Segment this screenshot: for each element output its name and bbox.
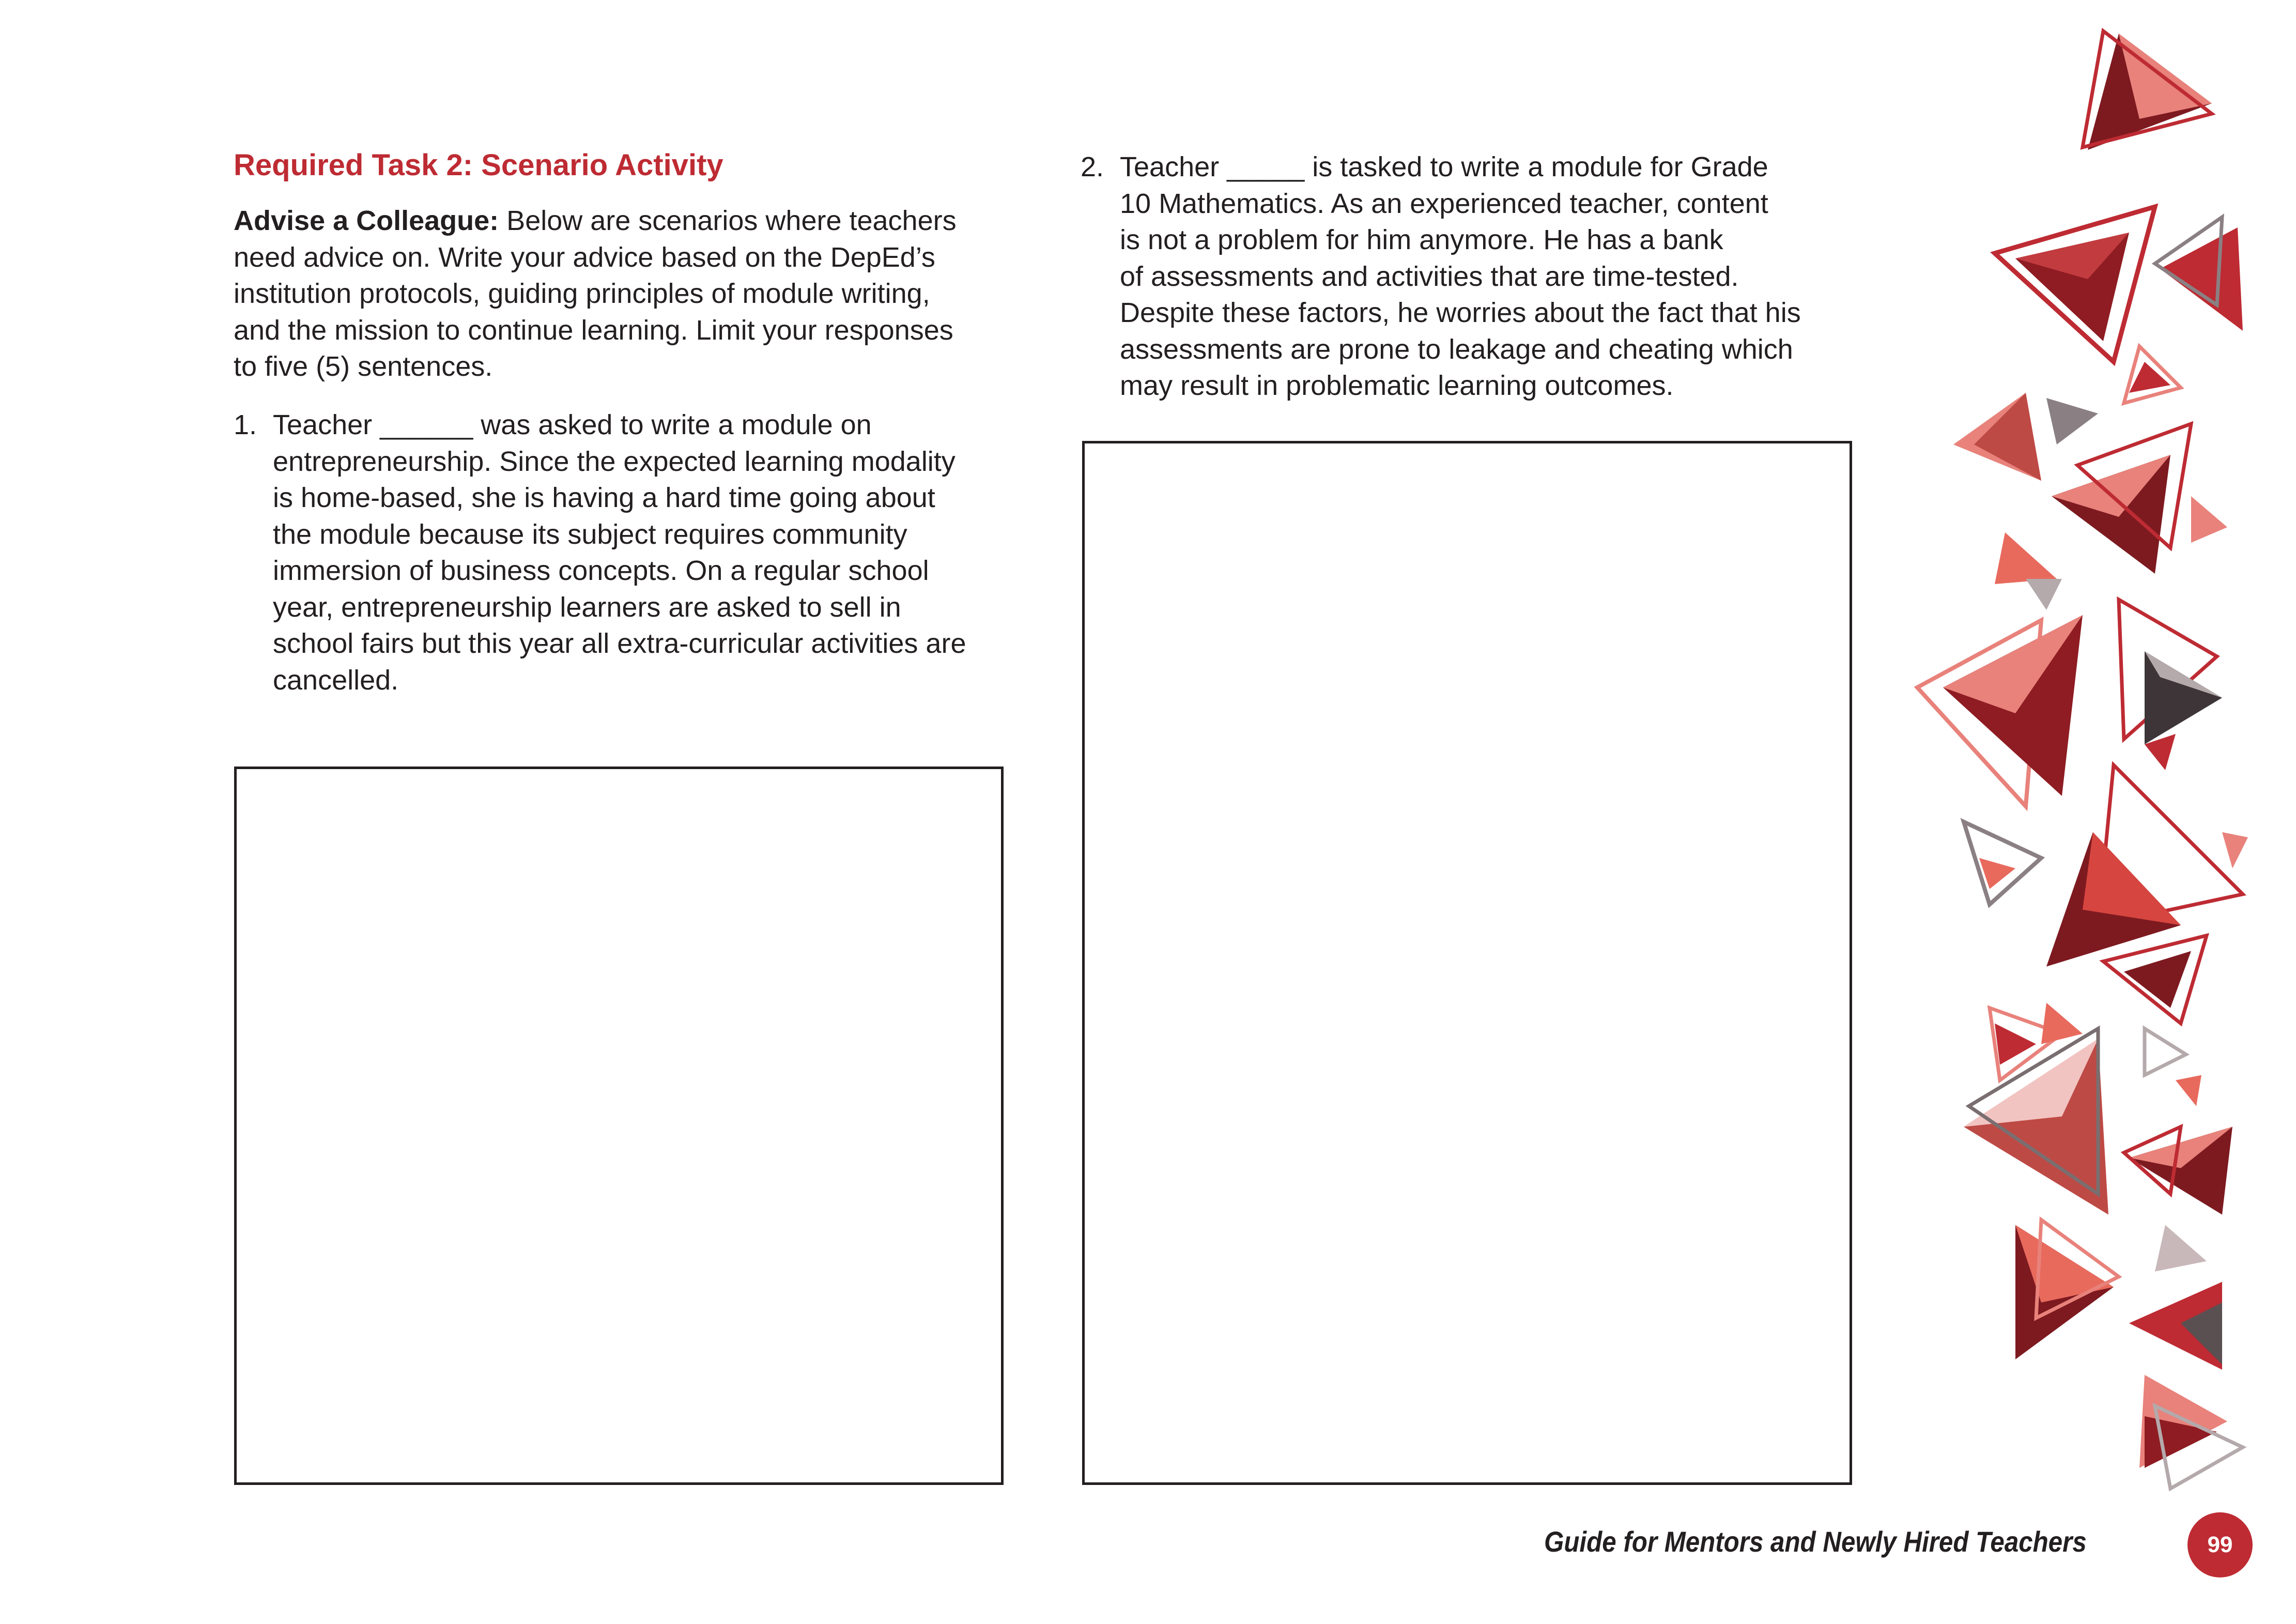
scenario-number: 1.	[234, 409, 257, 440]
scenario-line: is not a problem for him anymore. He has a bank	[1120, 224, 1723, 255]
page-number-badge: 99	[2187, 1512, 2253, 1577]
answer-box-1[interactable]	[234, 767, 1004, 1485]
decorative-triangles	[1850, 0, 2296, 1624]
triangle-shape	[2083, 832, 2181, 925]
scenario-line: cancelled.	[273, 664, 399, 696]
scenario-number: 2.	[1081, 151, 1104, 182]
triangle-shape	[2160, 227, 2243, 331]
footer-title: Guide for Mentors and Newly Hired Teachers	[1544, 1525, 2087, 1558]
triangle-shape	[2026, 579, 2062, 610]
triangle-shape	[2046, 398, 2098, 445]
triangle-shape	[2222, 832, 2248, 868]
triangle-outline	[2145, 1029, 2186, 1075]
scenario-line: assessments are prone to leakage and cheating which	[1120, 333, 1793, 365]
instructions-line: Below are scenarios where teachers	[499, 205, 957, 236]
scenario-line: is home-based, she is having a hard time going about	[273, 482, 935, 513]
scenario-line: year, entrepreneurship learners are asked to sell in	[273, 591, 901, 623]
answer-box-2[interactable]	[1082, 441, 1852, 1485]
triangle-shape	[2124, 951, 2191, 1008]
instructions	[234, 203, 1024, 385]
instructions-line: to five (5) sentences.	[234, 351, 493, 382]
triangle-outline	[1964, 822, 2041, 905]
instructions-line: institution protocols, guiding principles of module writing,	[234, 278, 930, 309]
section-heading: Required Task 2: Scenario Activity	[234, 148, 723, 182]
triangle-shape	[2191, 496, 2227, 543]
scenario-line: Teacher ______ was asked to write a module on	[273, 409, 872, 440]
scenario-line: Teacher _____ is tasked to write a module for Grade	[1120, 151, 1768, 182]
scenario-2	[1081, 149, 1871, 407]
instructions-line: need advice on. Write your advice based on the DepEd’s	[234, 241, 935, 273]
triangle-shape	[2041, 1003, 2083, 1044]
scenario-1	[234, 407, 1024, 696]
scenario-line: of assessments and activities that are time-tested.	[1120, 261, 1739, 292]
scenario-line: entrepreneurship. Since the expected learning modality	[273, 446, 956, 477]
scenario-line: Despite these factors, he worries about the fact that his	[1120, 297, 1801, 328]
instructions-lead: Advise a Colleague:	[234, 205, 499, 236]
instructions-line: and the mission to continue learning. Limit your responses	[234, 314, 953, 346]
scenario-text	[273, 407, 966, 698]
scenario-line: school fairs but this year all extra-curricular activities are	[273, 628, 966, 659]
triangle-shape	[2155, 1225, 2207, 1271]
scenario-line: may result in problematic learning outcomes.	[1120, 370, 1674, 401]
triangle-shape	[1995, 532, 2057, 584]
scenario-text	[1120, 149, 1801, 404]
scenario-line: the module because its subject requires community	[273, 518, 907, 550]
triangle-shape	[2176, 1075, 2201, 1106]
scenario-line: immersion of business concepts. On a regular school	[273, 555, 929, 586]
scenario-line: 10 Mathematics. As an experienced teacher, content	[1120, 188, 1768, 219]
